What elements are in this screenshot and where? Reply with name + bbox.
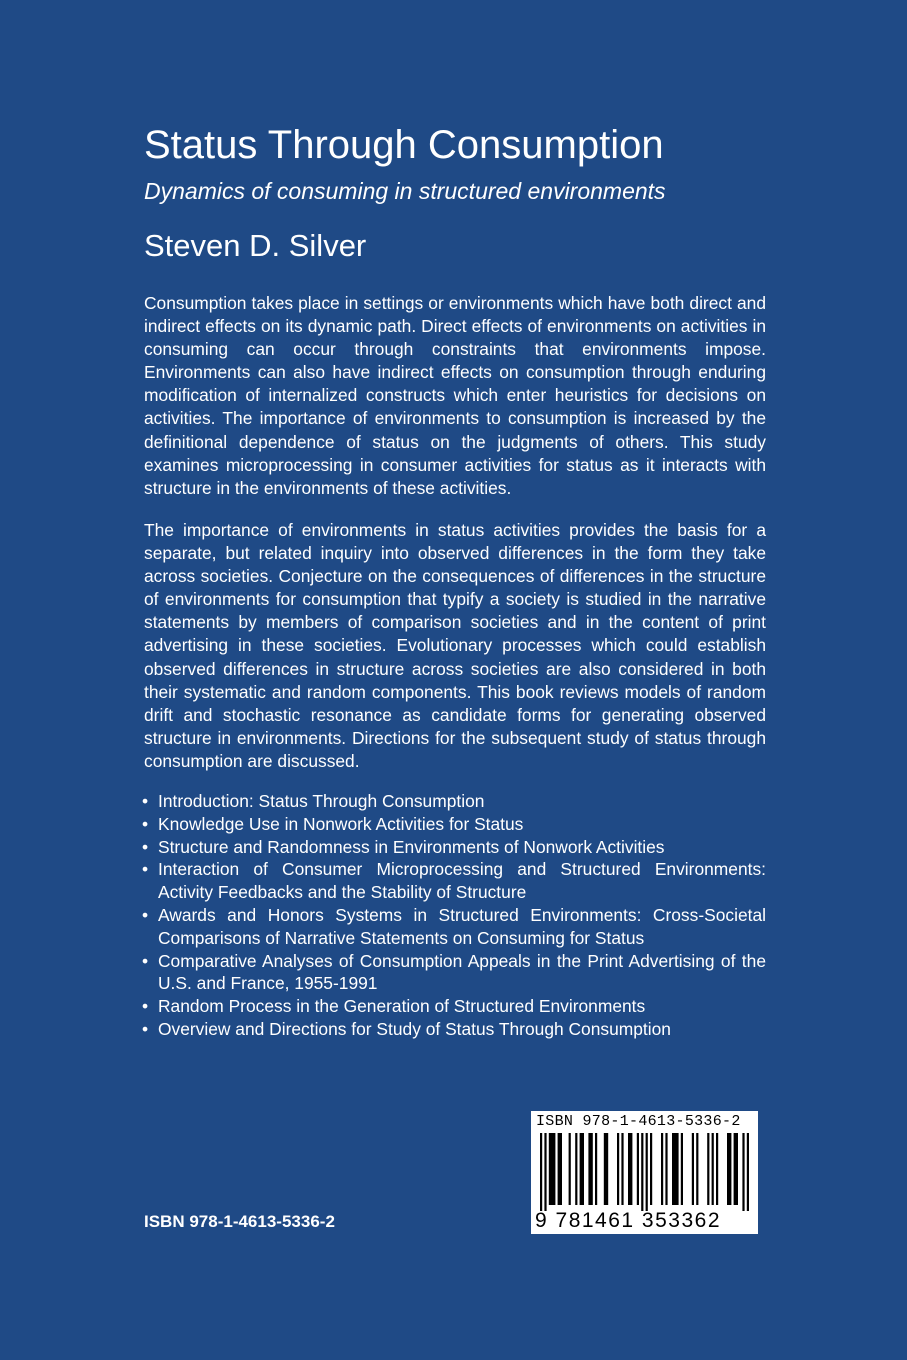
barcode-bar xyxy=(595,1133,597,1205)
bullet-icon: • xyxy=(142,791,149,811)
contents-item xyxy=(140,790,766,813)
book-title: Status Through Consumption xyxy=(144,123,664,167)
barcode-bar xyxy=(575,1133,577,1205)
barcode-bar xyxy=(742,1133,744,1211)
contents-item-text: Comparative Analyses of Consumption Appeals in the Print Advertising of the U.S. and France, 1955-1991 xyxy=(158,950,766,994)
barcode-bar xyxy=(558,1133,562,1205)
barcode-bar xyxy=(646,1133,648,1211)
barcode-bar xyxy=(549,1133,556,1205)
contents-item-text: Knowledge Use in Nonwork Activities for Status xyxy=(158,813,524,834)
barcode-bar xyxy=(628,1133,632,1205)
barcode-bar xyxy=(661,1133,663,1205)
contents-item xyxy=(140,950,766,996)
bullet-icon: • xyxy=(142,1018,149,1039)
description-paragraph-2: The importance of environments in status activities provides the basis for a separate, but related inquiry into observed differences in the form they take across societies. Conjecture on the consequences of differences in the structure of environments for consumption that typify a society is studied in the narrative statements by members of comparison societies and in the content of print advertising in these societies. Evolutionary processes which could establish observed differences in structure across societies are also considered in both their systematic and random components. This book reviews models of random drift and stochastic resonance as candidate forms for generating observed structure in environments. Directions for the subsequent study of status through consumption are discussed. xyxy=(144,520,766,771)
barcode-bar xyxy=(716,1133,718,1205)
barcode-bar xyxy=(637,1133,639,1205)
barcode-bar xyxy=(672,1133,679,1205)
barcode xyxy=(531,1111,758,1234)
barcode-bar xyxy=(621,1133,623,1205)
contents-item xyxy=(140,904,766,950)
bullet-icon: • xyxy=(142,904,149,925)
bullet-icon: • xyxy=(142,859,149,880)
barcode-bar xyxy=(681,1133,683,1205)
contents-item xyxy=(140,995,766,1018)
contents-item-text: Introduction: Status Through Consumption xyxy=(158,791,485,811)
barcode-bar xyxy=(734,1133,738,1205)
barcode-bar xyxy=(692,1133,694,1205)
barcode-bar xyxy=(569,1133,571,1205)
barcode-bar xyxy=(696,1133,698,1205)
description-paragraph-1: Consumption takes place in settings or environments which have both direct and indirect effects on its dynamic path. Direct effects of environments on activities in consuming can occur through constraints that environments impose. Environments can also have indirect effects on consumption through enduring modification of internalized constructs which enter heuristics for decisions on activities. The importance of environments to consumption is increased by the definitional dependence of status on the judgments of others. This study examines microprocessing in consumer activities for status as it interacts with structure in the environments of these activities. xyxy=(144,293,766,498)
barcode-isbn-text: ISBN 978-1-4613-5336-2 xyxy=(536,1113,741,1130)
contents-item xyxy=(140,813,766,836)
barcode-bar xyxy=(617,1133,619,1205)
barcode-bar xyxy=(540,1133,542,1211)
book-subtitle: Dynamics of consuming in structured environments xyxy=(144,178,666,204)
contents-list xyxy=(140,790,766,1041)
contents-item xyxy=(140,836,766,859)
bullet-icon: • xyxy=(142,836,149,857)
barcode-bar xyxy=(544,1133,546,1211)
barcode-bar xyxy=(588,1133,592,1205)
barcode-bar xyxy=(641,1133,643,1211)
contents-item-text: Structure and Randomness in Environments of Nonwork Activities xyxy=(158,836,665,857)
barcode-bar xyxy=(727,1133,731,1205)
contents-item-text: Overview and Directions for Study of Status Through Consumption xyxy=(158,1018,671,1039)
contents-item-text: Interaction of Consumer Microprocessing and Structured Environments: Activity Feedbacks and the Stability of Structure xyxy=(158,859,766,903)
contents-item xyxy=(140,1018,766,1041)
barcode-bar xyxy=(650,1133,652,1205)
barcode-bar xyxy=(665,1133,667,1205)
bullet-icon: • xyxy=(142,996,149,1017)
barcode-bars-icon xyxy=(531,1133,758,1211)
barcode-bar xyxy=(580,1133,584,1205)
author-name: Steven D. Silver xyxy=(144,228,367,263)
barcode-digits: 9 781461 353362 xyxy=(535,1209,721,1232)
barcode-bar xyxy=(712,1133,714,1205)
contents-item xyxy=(140,858,766,904)
contents-item-text: Awards and Honors Systems in Structured Environments: Cross-Societal Comparisons of Narrative Statements on Consuming for Status xyxy=(158,904,766,948)
bullet-icon: • xyxy=(142,950,149,971)
barcode-bar xyxy=(604,1133,608,1205)
barcode-bar xyxy=(747,1133,749,1211)
isbn-label: ISBN 978-1-4613-5336-2 xyxy=(144,1212,335,1231)
bullet-icon: • xyxy=(142,813,149,834)
barcode-bar xyxy=(707,1133,709,1205)
contents-item-text: Random Process in the Generation of Structured Environments xyxy=(158,996,646,1017)
